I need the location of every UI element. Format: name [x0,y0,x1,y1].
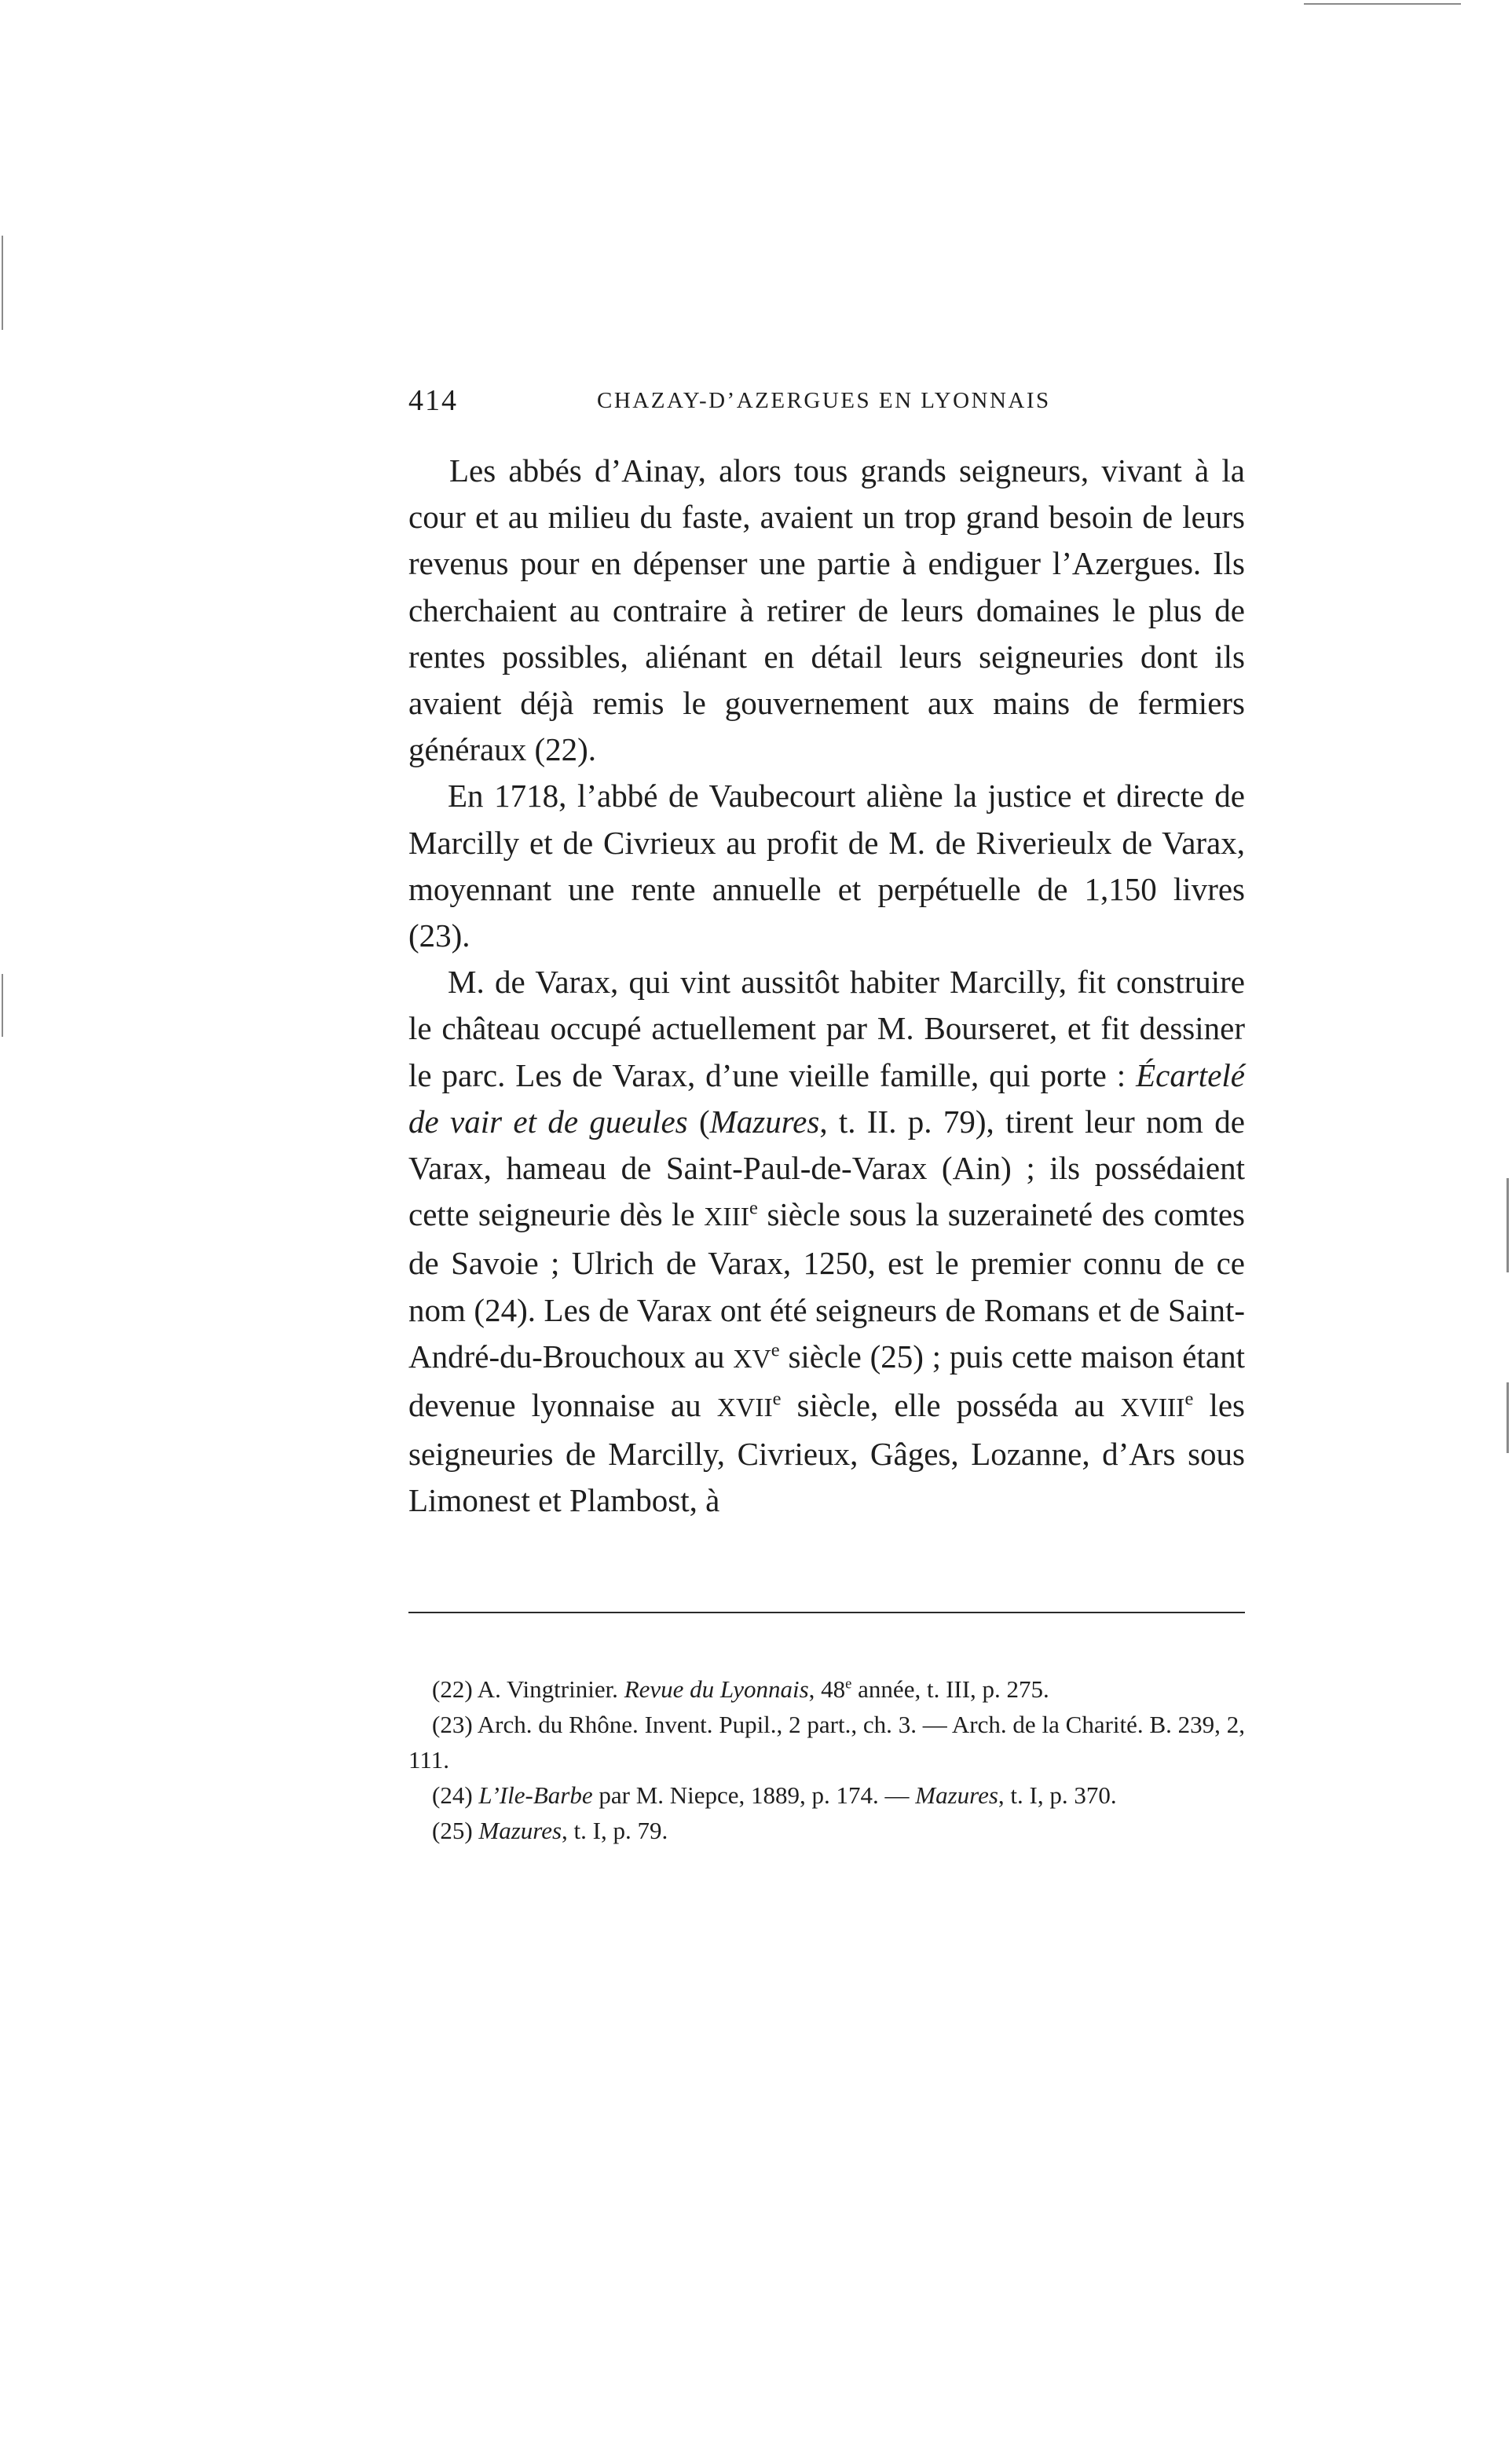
text-run: (23) Arch. du Rhône. Invent. Pupil., 2 part., ch. 3. — Arch. de la Charité. B. 239, 2, 111. [408,1711,1245,1774]
superscript: e [772,1388,782,1410]
superscript: e [771,1339,780,1361]
text-run: , t. II. p. 79), tirent leur nom de Varax, hameau de Saint-Paul-de-Varax (Ain) ; ils possédaient cette seigneurie dès le [408,1103,1245,1233]
text-run: (24) [432,1781,479,1809]
footnotes [408,1671,1245,1848]
source-title: Revue du Lyonnais [624,1675,809,1703]
scan-edge-mark [2,974,3,1037]
paragraph: Les abbés d’Ainay, alors tous grands seigneurs, vivant à la cour et au milieu du faste, avaient un trop grand besoin de leurs revenus pour en dépenser une partie à endiguer l’Azergues. Ils cherchaient au contraire à retirer de leurs domaines le plus de rentes possibles, aliénant en détail leurs seigneuries dont ils avaient déjà remis le gouvernement aux mains de fermiers généraux (22). [408,452,1245,768]
text-run: siècle sous la suzeraineté des comtes de Savoie ; Ulrich de Varax, 1250, est le premier connu de ce nom (24). Les de Varax ont été seigneurs de Romans et de Saint-André-du-Brouchoux au [408,1196,1246,1375]
scan-edge-mark [2,236,3,330]
text-run: par M. Niepce, 1889, p. 174. — [592,1781,916,1809]
text-run: , t. I, p. 370. [998,1781,1117,1809]
text-run: , 48 [808,1675,846,1703]
scan-edge-mark [1507,1382,1509,1453]
century-numeral: XV [733,1344,771,1374]
superscript: e [749,1197,758,1219]
century-numeral: XIII [704,1203,750,1232]
superscript: e [845,1675,852,1693]
paragraph [408,959,1245,1524]
source-title: Mazures [915,1781,998,1809]
running-title: CHAZAY-D’AZERGUES EN LYONNAIS [597,388,1051,413]
century-numeral: XVII [716,1393,773,1423]
scan-edge-mark [1304,3,1461,5]
source-title: Mazures [478,1817,562,1844]
century-numeral: XVIII [1120,1393,1185,1423]
text-run: ( [687,1103,710,1140]
main-text [408,448,1245,1525]
text-run: (25) [432,1817,479,1844]
superscript: e [1184,1388,1194,1410]
footnote [408,1813,1245,1848]
page-number: 414 [408,384,458,417]
text-run: siècle (25) ; puis cette maison étant devenue lyonnaise au [408,1338,1245,1424]
text-run: , t. I, p. 79. [562,1817,668,1844]
page-header [408,383,1245,423]
text-run: les seigneuries de Marcilly, Civrieux, Gâges, Lozanne, d’Ars sous Limonest et Plambost, à [408,1387,1245,1519]
text-run: année, t. III, p. 275. [851,1675,1049,1703]
footnote [408,1707,1245,1777]
footnote [408,1777,1245,1813]
text-run: M. de Varax, qui vint aussitôt habiter Marcilly, fit construire le château occupé actuellement par M. Bourseret, et fit dessiner le parc. Les de Varax, d’une vieille famille, qui porte : [408,964,1245,1093]
source-title: Mazures [709,1103,820,1140]
text-run: (22) A. Vingtrinier. [432,1675,624,1703]
text-run: siècle, elle posséda au [781,1387,1121,1424]
blazon-text: Écartelé de vair et de gueules [408,1056,1245,1140]
scan-edge-mark [1507,1178,1509,1272]
source-title: L’Ile-Barbe [478,1781,593,1809]
footnote [408,1671,1245,1707]
footnote-divider [408,1612,1245,1613]
paragraph: En 1718, l’abbé de Vaubecourt aliène la justice et directe de Marcilly et de Civrieux au profit de M. de Riverieulx de Varax, moyennant une rente annuelle et perpétuelle de 1,150 livres (23). [408,778,1245,954]
